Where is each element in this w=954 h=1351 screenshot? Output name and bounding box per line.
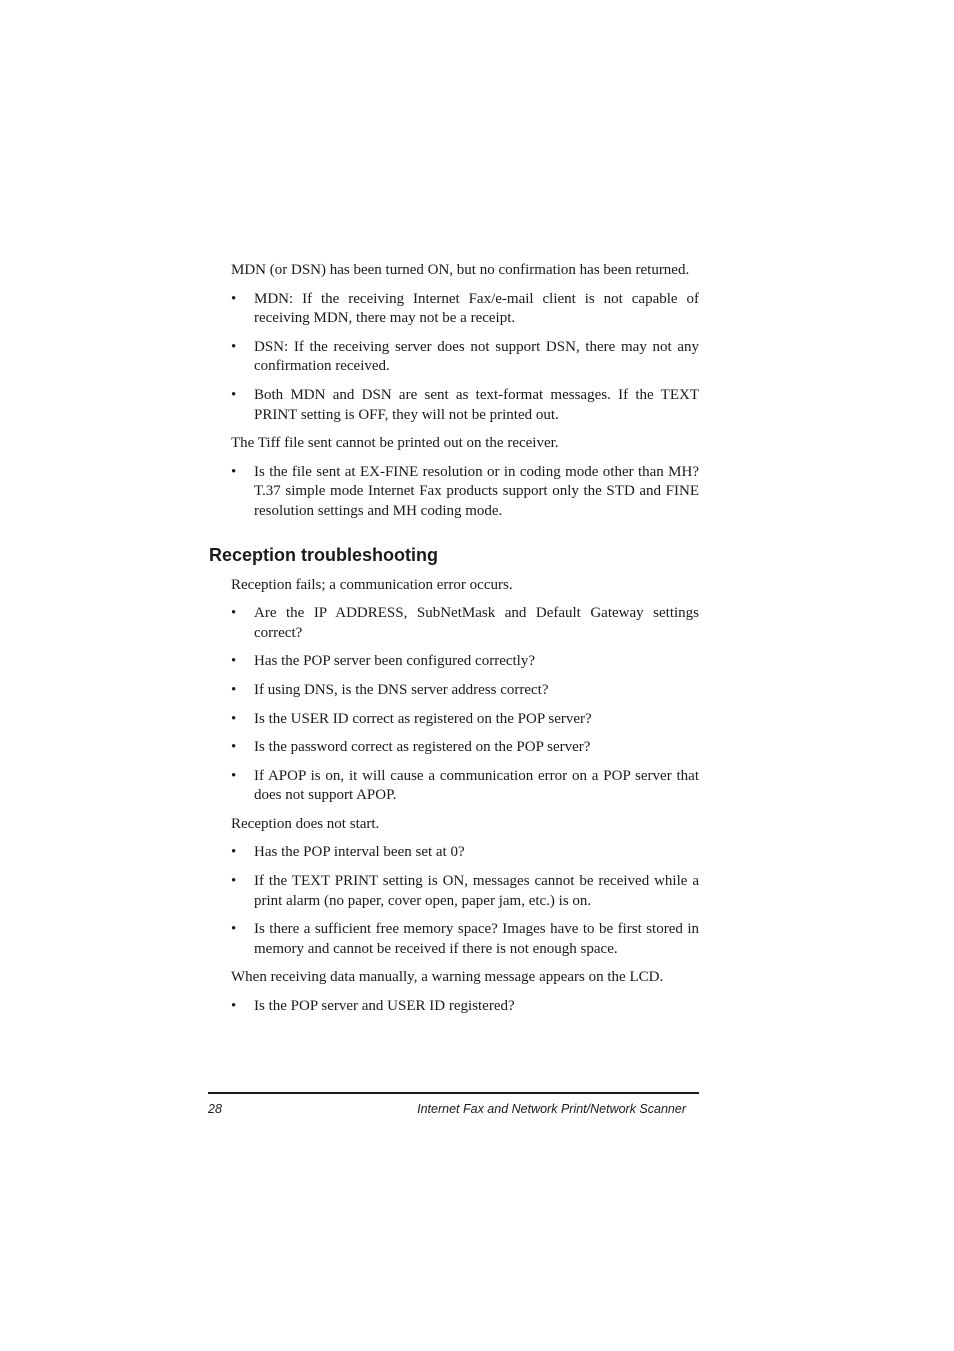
list-item: [231, 920, 699, 959]
list-item-text: Is the USER ID correct as registered on the POP server?: [254, 710, 592, 727]
footer-title: Internet Fax and Network Print/Network Scanner: [417, 1102, 686, 1116]
list-item-text: Are the IP ADDRESS, SubNetMask and Default Gateway settings correct?: [254, 605, 699, 641]
list-item-text: Has the POP interval been set at 0?: [254, 844, 465, 861]
list-item-text: Is the file sent at EX-FINE resolution or in coding mode other than MH? T.37 simple mode Internet Fax products support only the STD and FINE resolution settings and MH coding mode.: [254, 463, 699, 519]
list-item: [231, 710, 699, 730]
bullet-icon: •: [231, 844, 237, 861]
bullet-icon: •: [231, 386, 237, 403]
list-item: [231, 738, 699, 758]
bullet-icon: •: [231, 338, 237, 355]
list-item: [231, 997, 699, 1017]
list-item: [231, 872, 699, 911]
paragraph: Reception fails; a communication error occurs.: [231, 576, 513, 593]
list-item: [231, 843, 699, 863]
paragraph: Reception does not start.: [231, 815, 380, 832]
paragraph: When receiving data manually, a warning message appears on the LCD.: [231, 969, 664, 986]
list-item: [231, 604, 699, 643]
page-body: [209, 261, 699, 1026]
list-item-text: Is the password correct as registered on the POP server?: [254, 739, 591, 756]
list-item-text: Both MDN and DSN are sent as text-format messages. If the TEXT PRINT setting is OFF, they will not be printed out.: [254, 386, 699, 423]
paragraph: MDN (or DSN) has been turned ON, but no confirmation has been returned.: [231, 262, 690, 278]
list-item-text: MDN: If the receiving Internet Fax/e-mail client is not capable of receiving MDN, there may not be a receipt.: [254, 290, 699, 327]
bullet-icon: •: [231, 767, 237, 784]
page-footer: [208, 1101, 686, 1117]
list-item: [231, 338, 699, 377]
list-item: [231, 386, 699, 425]
bullet-icon: •: [231, 605, 237, 622]
list-item-text: Is the POP server and USER ID registered?: [254, 998, 515, 1015]
list-item-text: DSN: If the receiving server does not support DSN, there may not any confirmation received.: [254, 338, 699, 375]
bullet-icon: •: [231, 921, 237, 938]
list-item-text: Is there a sufficient free memory space? Images have to be first stored in memory and cannot be received if there is not enough space.: [254, 921, 699, 957]
list-item-text: If APOP is on, it will cause a communication error on a POP server that does not support APOP.: [254, 767, 699, 804]
page-number: 28: [208, 1102, 222, 1116]
bullet-icon: •: [231, 681, 237, 698]
list-item-text: If using DNS, is the DNS server address correct?: [254, 681, 549, 698]
list-item: [231, 767, 699, 806]
footer-divider: [208, 1092, 699, 1094]
bullet-icon: •: [231, 739, 237, 756]
list-item: [231, 652, 699, 672]
section-heading: Reception troubleshooting: [209, 544, 438, 565]
bullet-icon: •: [231, 710, 237, 727]
list-item: [231, 681, 699, 701]
list-item-text: If the TEXT PRINT setting is ON, messages cannot be received while a print alarm (no paper, cover open, paper jam, etc.) is on.: [254, 873, 699, 909]
list-item-text: Has the POP server been configured correctly?: [254, 653, 536, 670]
bullet-icon: •: [231, 873, 237, 890]
list-item: [231, 290, 699, 329]
paragraph: The Tiff file sent cannot be printed out on the receiver.: [231, 435, 559, 452]
list-item: [231, 463, 699, 522]
bullet-icon: •: [231, 463, 237, 480]
bullet-icon: •: [231, 290, 237, 307]
bullet-icon: •: [231, 998, 237, 1015]
bullet-icon: •: [231, 653, 237, 670]
